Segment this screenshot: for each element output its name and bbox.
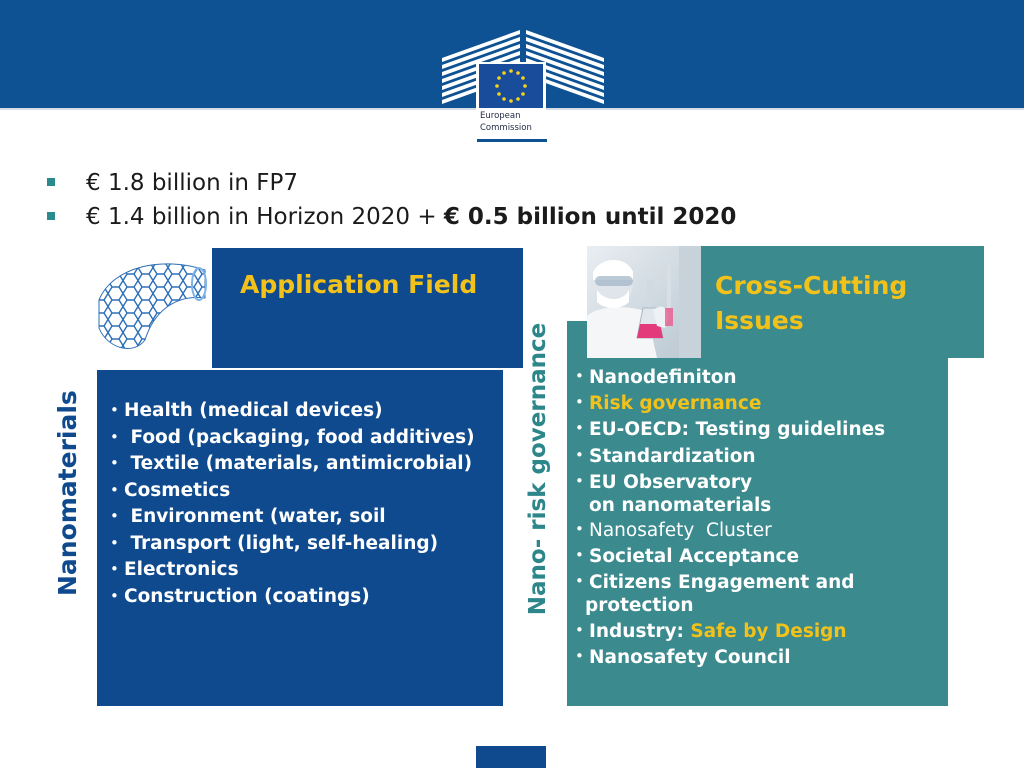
nanotube-image [93,248,212,368]
footer-tab [476,746,546,768]
list-item: • Construction (coatings) [110,584,475,611]
bullet-square-icon [47,178,55,186]
application-field-title: Application Field [240,270,478,299]
logo-caption [477,110,547,142]
scientist-flask-icon [587,246,701,358]
funding-text: € 1.4 billion in Horizon 2020 + [86,204,444,230]
list-item: • Cosmetics [110,478,475,505]
logo-underline [477,139,547,142]
logo-text-line1: European [480,111,521,121]
lab-scientist-photo [587,246,701,358]
list-item: • Citizens Engagement and protection [575,570,885,617]
list-item: • Electronics [110,557,475,584]
list-item: • Transport (light, self-healing) [110,531,475,558]
cross-cutting-title: Cross-Cutting Issues [715,271,908,335]
funding-bullets [44,166,736,234]
funding-highlight: € 0.5 billion until 2020 [443,204,737,230]
list-item: • Standardization [575,444,885,469]
funding-text: € 1.8 billion in FP7 [86,170,298,196]
list-item: • Societal Acceptance [575,544,885,569]
list-item: • Industry: Safe by Design [575,619,885,644]
list-item: • Food (packaging, food additives) [110,425,475,452]
application-field-header [212,248,523,368]
cross-cutting-header [701,246,984,358]
list-item: • Textile (materials, antimicrobial) [110,451,475,478]
list-item: • Nanosafety Cluster [575,518,885,543]
application-field-list [110,398,475,610]
list-item: • Health (medical devices) [110,398,475,425]
funding-bullet-horizon [44,200,736,234]
list-item: • Risk governance [575,391,885,416]
nano-risk-governance-vertical-label: Nano- risk governance [525,322,551,616]
list-item: • EU Observatory on nanomaterials [575,470,885,517]
list-item: • Environment (water, soil [110,504,475,531]
list-item: • Nanodefiniton [575,365,885,390]
cross-cutting-list [575,365,885,671]
list-item: • Nanosafety Council [575,645,885,670]
list-item: • EU-OECD: Testing guidelines [575,417,885,442]
funding-bullet-fp7 [44,166,736,200]
nanomaterials-vertical-label: Nanomaterials [53,390,82,596]
logo-text-line2: Commission [480,123,532,133]
bullet-square-icon [47,212,55,220]
nanotube-icon [93,248,212,368]
